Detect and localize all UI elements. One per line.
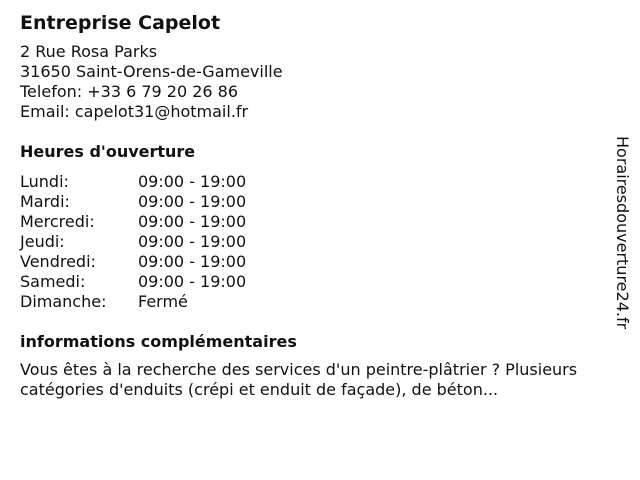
day-hours: Fermé: [138, 292, 188, 311]
hours-row-tuesday: [20, 192, 605, 212]
hours-row-saturday: [20, 272, 605, 292]
hours-row-wednesday: [20, 212, 605, 232]
hours-row-monday: [20, 172, 605, 192]
street-address: 2 Rue Rosa Parks: [20, 42, 158, 61]
day-label: Samedi:: [20, 272, 86, 291]
hours-table: [20, 172, 605, 312]
hours-row-thursday: [20, 232, 605, 252]
phone-line: Telefon: +33 6 79 20 26 86: [20, 82, 239, 101]
business-name: Entreprise Capelot: [20, 12, 221, 34]
hours-row-friday: [20, 252, 605, 272]
hours-heading: Heures d'ouverture: [20, 142, 196, 161]
day-hours: 09:00 - 19:00: [138, 252, 247, 271]
day-label: Dimanche:: [20, 292, 107, 311]
info-heading: informations complémentaires: [20, 332, 297, 351]
day-label: Lundi:: [20, 172, 69, 191]
day-label: Vendredi:: [20, 252, 96, 271]
day-hours: 09:00 - 19:00: [138, 212, 247, 231]
hours-row-sunday: [20, 292, 605, 312]
info-description: Vous êtes à la recherche des services d'un peintre-plâtrier ? Plusieurs catégories d'enduits (crépi et enduit de façade), de béton...: [20, 360, 578, 399]
email-line: Email: capelot31@hotmail.fr: [20, 102, 249, 121]
day-hours: 09:00 - 19:00: [138, 192, 247, 211]
day-label: Jeudi:: [20, 232, 65, 251]
day-label: Mercredi:: [20, 212, 95, 231]
site-watermark: Horairesdouverture24.fr: [613, 136, 632, 330]
day-label: Mardi:: [20, 192, 70, 211]
day-hours: 09:00 - 19:00: [138, 172, 247, 191]
day-hours: 09:00 - 19:00: [138, 272, 247, 291]
day-hours: 09:00 - 19:00: [138, 232, 247, 251]
city-line: 31650 Saint-Orens-de-Gameville: [20, 62, 283, 81]
business-card: [20, 10, 605, 400]
contact-block: [20, 42, 605, 122]
